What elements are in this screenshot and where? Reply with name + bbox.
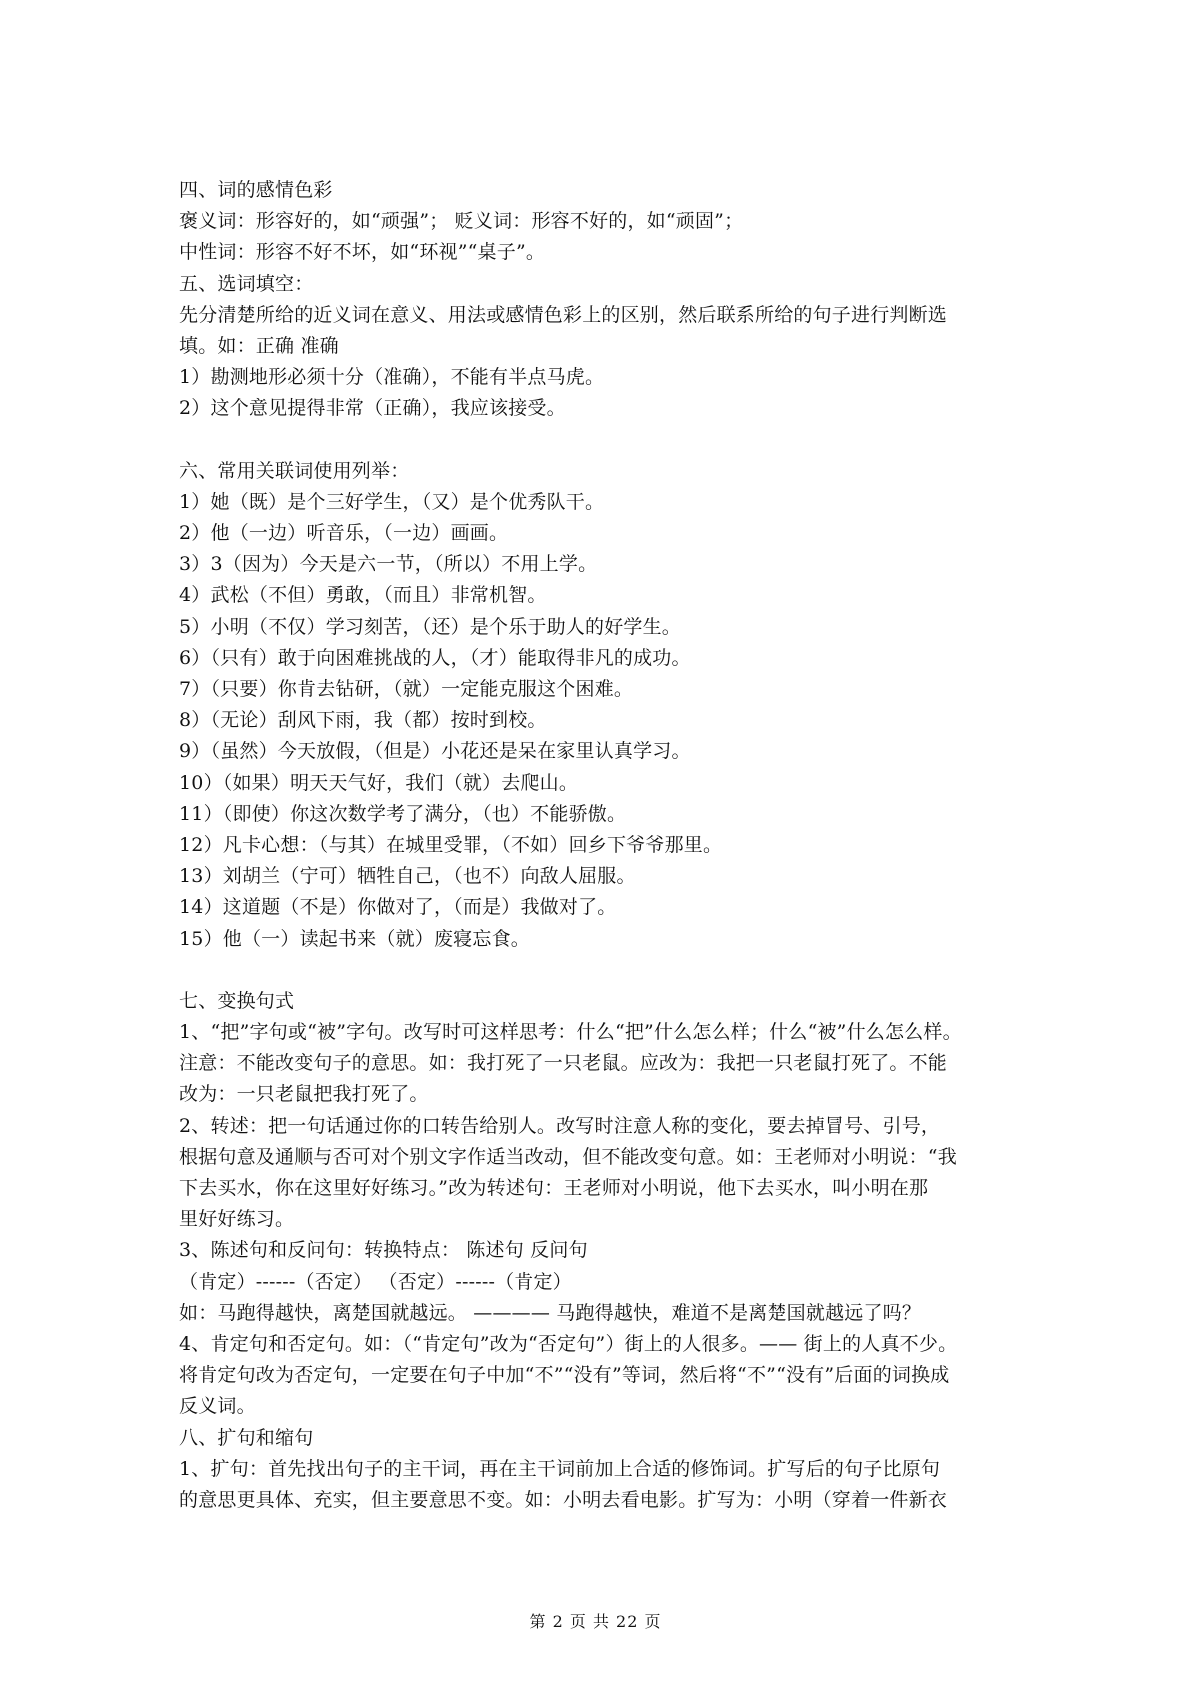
text-line: 8）（无论）刮风下雨，我（都）按时到校。 xyxy=(179,709,547,732)
text-line: 15）他（一）读起书来（就）废寝忘食。 xyxy=(179,927,530,950)
text-line: 1）勘测地形必须十分（准确），不能有半点马虎。 xyxy=(179,366,605,389)
text-line: 八、扩句和缩句 xyxy=(179,1426,314,1449)
blank-line xyxy=(179,955,1019,986)
text-line: （肯定）------（否定） （否定）------（肯定） xyxy=(179,1270,572,1293)
text-line: 4）武松（不但）勇敢，（而且）非常机智。 xyxy=(179,584,547,607)
text-line: 14）这道题（不是）你做对了，（而是）我做对了。 xyxy=(179,896,617,919)
text-line: 4、肯定句和否定句。如：（“肯定句”改为“否定句”）街上的人很多。—— 街上的人真不少。 xyxy=(179,1332,958,1355)
blank-line xyxy=(179,425,1019,456)
text-line: 改为：一只老鼠把我打死了。 xyxy=(179,1083,429,1106)
text-line: 2）这个意见提得非常（正确），我应该接受。 xyxy=(179,397,566,420)
text-line: 7）（只要）你肯去钻研，（就）一定能克服这个困难。 xyxy=(179,678,634,700)
text-line: 根据句意及通顺与否可对个别文字作适当改动，但不能改变句意。如：王老师对小明说：“我 xyxy=(179,1145,957,1168)
text-line: 5）小明（不仅）学习刻苦，（还）是个乐于助人的好学生。 xyxy=(179,615,681,638)
text-line: 1、扩句：首先找出句子的主干词，再在主干词前加上合适的修饰词。扩写后的句子比原句 xyxy=(179,1457,941,1480)
document-body xyxy=(179,175,1019,1516)
page-footer: 第 2 页 共 22 页 xyxy=(529,1612,662,1631)
text-line: 下去买水，你在这里好好练习。”改为转述句：王老师对小明说，他下去买水，叫小明在那 xyxy=(179,1177,929,1199)
text-line: 10）（如果）明天天气好，我们（就）去爬山。 xyxy=(179,771,579,794)
text-line: 四、词的感情色彩 xyxy=(179,179,333,201)
text-line: 注意：不能改变句子的意思。如：我打死了一只老鼠。应改为：我把一只老鼠打死了。不能 xyxy=(179,1052,948,1075)
text-line: 七、变换句式 xyxy=(179,989,295,1012)
text-line: 12）凡卡心想：（与其）在城里受罪，（不如）回乡下爷爷那里。 xyxy=(179,833,723,856)
text-line: 3、陈述句和反问句：转换特点： 陈述句 反问句 xyxy=(179,1239,588,1262)
text-line: 1、“把”字句或“被”字句。改写时可这样思考：什么“把”什么怎么样；什么“被”什么怎么样。 xyxy=(179,1021,962,1044)
text-line: 13）刘胡兰（宁可）牺牲自己，（也不）向敌人屈服。 xyxy=(179,865,636,888)
text-line: 将肯定句改为否定句，一定要在句子中加“不”“没有”等词，然后将“不”“没有”后面的词换成 xyxy=(179,1364,950,1387)
text-line: 的意思更具体、充实，但主要意思不变。如：小明去看电影。扩写为：小明（穿着一件新衣 xyxy=(179,1488,948,1511)
text-line: 9）（虽然）今天放假，（但是）小花还是呆在家里认真学习。 xyxy=(179,740,691,763)
text-line: 中性词：形容不好不坏，如“环视”“桌子”。 xyxy=(179,241,546,264)
text-line: 填。如：正确 准确 xyxy=(179,334,339,357)
text-line: 2、转述：把一句话通过你的口转告给别人。改写时注意人称的变化，要去掉冒号、引号， xyxy=(179,1114,941,1137)
text-line: 里好好练习。 xyxy=(179,1208,295,1231)
text-line: 五、选词填空： xyxy=(179,272,314,295)
text-line: 11）（即使）你这次数学考了满分，（也）不能骄傲。 xyxy=(179,802,627,825)
text-line: 2）他（一边）听音乐，（一边）画画。 xyxy=(179,522,509,545)
text-line: 先分清楚所给的近义词在意义、用法或感情色彩上的区别，然后联系所给的句子进行判断选 xyxy=(179,303,948,326)
text-line: 反义词。 xyxy=(179,1395,256,1418)
text-line: 六、常用关联词使用列举： xyxy=(179,459,410,482)
text-line: 褒义词：形容好的，如“顽强”； 贬义词：形容不好的，如“顽固”； xyxy=(179,210,744,233)
text-line: 1）她（既）是个三好学生，（又）是个优秀队干。 xyxy=(179,490,605,513)
text-line: 如：马跑得越快，离楚国就越远。 ———— 马跑得越快，难道不是离楚国就越远了吗？ xyxy=(179,1301,922,1324)
text-line: 3）3（因为）今天是六一节，（所以）不用上学。 xyxy=(179,553,598,576)
text-line: 6）（只有）敢于向困难挑战的人，（才）能取得非凡的成功。 xyxy=(179,646,691,669)
